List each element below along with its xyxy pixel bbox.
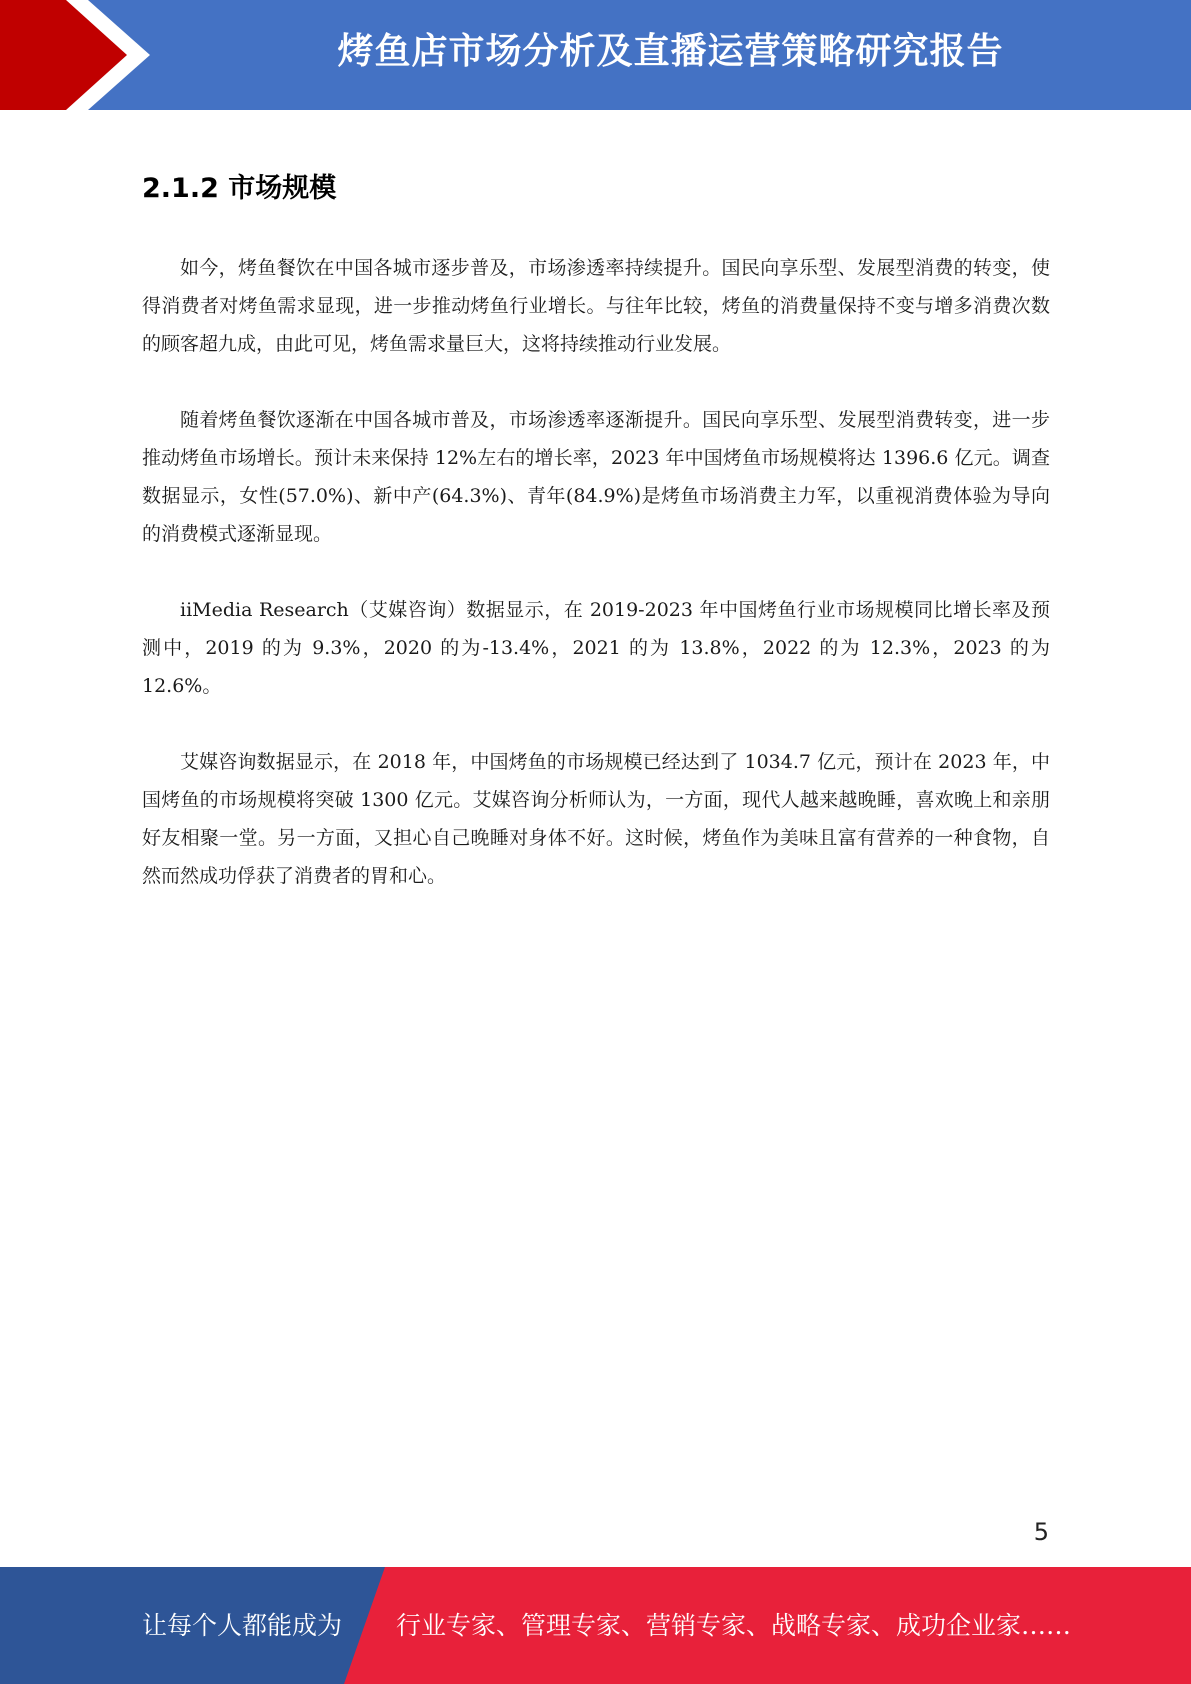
paragraph-1: 如今，烤鱼餐饮在中国各城市逐步普及，市场渗透率持续提升。国民向享乐型、发展型消费的转变，使得消费者对烤鱼需求显现，进一步推动烤鱼行业增长。与往年比较，烤鱼的消费量保持不变与增多消费次数的顾客超九成，由此可见，烤鱼需求量巨大，这将持续推动行业发展。 [142,257,1050,355]
footer-slogan-left: 让每个人都能成为 [142,1611,343,1640]
paragraph-4: 艾媒咨询数据显示，在 2018 年，中国烤鱼的市场规模已经达到了 1034.7 亿元，预计在 2023 年，中国烤鱼的市场规模将突破 1300 亿元。艾媒咨询分析师认为，一方面，现代人越来越晚睡，喜欢晚上和亲朋好友相聚一堂。另一方面，又担心自己晚睡对身体不好。这时候，烤鱼作为美味且富有营养的一种食物，自然而然成功俘获了消费者的胃和心。 [142,751,1050,887]
header-arrow-decoration [0,0,160,110]
paragraph-3: iiMedia Research（艾媒咨询）数据显示，在 2019-2023 年中国烤鱼行业市场规模同比增长率及预测中，2019 的为 9.3%，2020 的为-13.4%，2021 的为 13.8%，2022 的为 12.3%，2023 的为 12.6%。 [142,599,1050,697]
page-content [142,166,1050,933]
footer-slogan-right: 行业专家、管理专家、营销专家、战略专家、成功企业家…… [396,1611,1072,1640]
page-number: 5 [1033,1518,1049,1546]
section-heading: 2.1.2 市场规模 [142,173,337,204]
report-header [0,0,1191,110]
footer-banner [0,1567,1191,1684]
report-title: 烤鱼店市场分析及直播运营策略研究报告 [337,31,1004,72]
paragraph-2: 随着烤鱼餐饮逐渐在中国各城市普及，市场渗透率逐渐提升。国民向享乐型、发展型消费转变，进一步推动烤鱼市场增长。预计未来保持 12%左右的增长率，2023 年中国烤鱼市场规模将达 1396.6 亿元。调查数据显示，女性(57.0%)、新中产(64.3%)、青年(84.9%)是烤鱼市场消费主力军，以重视消费体验为导向的消费模式逐渐显现。 [142,409,1050,545]
